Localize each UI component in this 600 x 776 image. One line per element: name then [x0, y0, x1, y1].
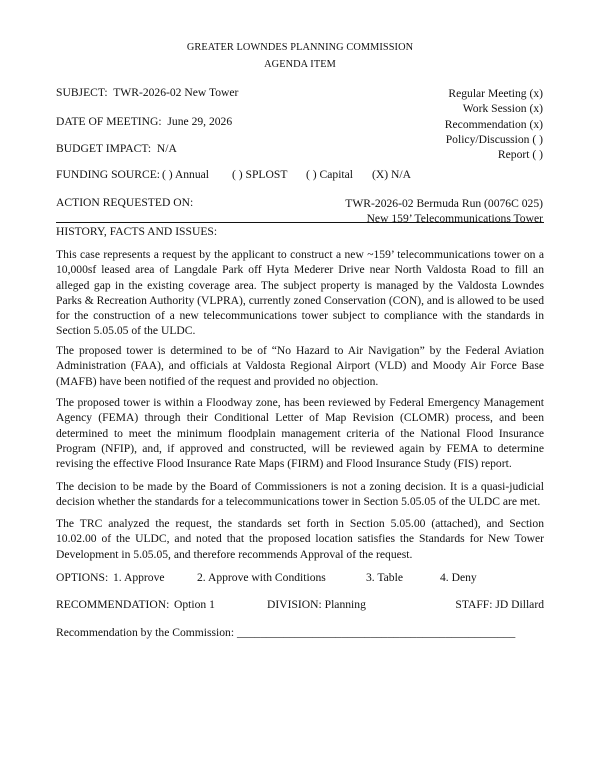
subject-value: TWR-2026-02 New Tower	[113, 86, 239, 99]
meeting-type-list	[445, 86, 543, 162]
recommendation-label: RECOMMENDATION:	[56, 598, 170, 611]
organization-name: GREATER LOWNDES PLANNING COMMISSION	[186, 42, 414, 53]
funding-capital: ( ) Capital	[306, 168, 354, 181]
staff-field: STAFF: JD Dillard	[455, 598, 544, 611]
action-description: New 159’ Telecommunications Tower	[366, 212, 543, 226]
recommendation-value: Option 1	[174, 598, 215, 611]
funding-source-line	[56, 168, 544, 184]
history-heading: HISTORY, FACTS AND ISSUES:	[56, 225, 218, 238]
paragraph-faa-review: The proposed tower is determined to be of “No Hazard to Air Navigation” by the Federal Aviation Administration (FAA), and officials at Valdosta Regional Airport (VLD) and Moody Air Force Base (MAFB) have been notified of the request and provided no objection.	[56, 344, 544, 388]
option-approve-with-conditions: 2. Approve with Conditions	[197, 571, 326, 584]
meeting-date-value: June 29, 2026	[167, 115, 233, 128]
budget-impact-label: BUDGET IMPACT:	[56, 142, 152, 155]
paragraph-decision: The decision to be made by the Board of Commissioners is not a zoning decision. It is a quasi-judicial decision whether the standards for a telecommunications tower in Section 5.05.05 of the ULDC are met.	[56, 480, 544, 509]
action-case-number: TWR-2026-02 Bermuda Run (0076C 025)	[345, 197, 543, 210]
budget-impact-value: N/A	[156, 142, 177, 155]
recommendation-line	[56, 598, 544, 614]
meeting-type-policy: Policy/Discussion ( )	[445, 132, 543, 146]
section-divider	[56, 222, 544, 223]
paragraph-trc-analysis: The TRC analyzed the request, the standards set forth in Section 5.05.00 (attached), and Section 10.02.00 of the ULDC, and noted that the proposed location satisfies the Standards for New Tower Development in 5.05.05, and therefore recommends Approval of the request.	[56, 517, 544, 561]
meeting-type-work-session: Work Session (x)	[462, 102, 543, 116]
option-approve: 1. Approve	[113, 571, 165, 584]
subject-line	[56, 86, 238, 99]
meeting-type-recommendation: Recommendation (x)	[444, 117, 543, 131]
options-line	[56, 571, 544, 587]
budget-impact-line	[56, 142, 177, 155]
meeting-type-report: Report ( )	[497, 148, 543, 162]
paragraph-fema-review: The proposed tower is within a Floodway zone, has been reviewed by Federal Emergency Management Agency (FEMA) through their Conditional Letter of Map Revision (CLOMR) process, and been determined to meet the minimum floodplain management criteria of the National Flood Insurance Program (NFIP), and, if approved and constructed, will be reviewed again by FEMA to determine revising the effective Flood Insurance Rate Maps (FIRM) and Flood Insurance Study (FIS) report.	[56, 396, 544, 471]
funding-source-label: FUNDING SOURCE:	[56, 168, 161, 181]
action-requested-label: ACTION REQUESTED ON:	[56, 196, 194, 209]
funding-annual: ( ) Annual	[162, 168, 210, 181]
meeting-type-regular: Regular Meeting (x)	[448, 87, 543, 100]
meeting-date-line	[56, 115, 232, 128]
funding-splost: ( ) SPLOST	[232, 168, 288, 181]
document-type: AGENDA ITEM	[264, 59, 336, 70]
paragraph-case-request: This case represents a request by the applicant to construct a new ~159’ telecommunications tower on a 10,000sf leased area of Langdale Park off Hyta Mederer Drive near North Valdosta Road to fill an alleged gap in the existing coverage area. The subject property is managed by the Valdosta Lowndes Parks & Recreation Authority (VLPRA), currently zoned Conservation (CON), and is allowed to be used for the construction of a new telecommunications tower subject to compliance with the standards in Section 5.05.05 of the ULDC.	[56, 248, 544, 338]
option-deny: 4. Deny	[440, 571, 477, 584]
division-field: DIVISION: Planning	[267, 598, 366, 611]
option-table: 3. Table	[366, 571, 403, 584]
commission-recommendation-label: Recommendation by the Commission:	[56, 626, 235, 639]
commission-recommendation-line	[56, 626, 515, 639]
meeting-date-label: DATE OF MEETING:	[56, 115, 162, 128]
subject-label: SUBJECT:	[56, 86, 108, 99]
commission-recommendation-blank: ________________________________________________	[237, 626, 516, 639]
funding-na: (X) N/A	[372, 168, 411, 181]
options-label: OPTIONS:	[56, 571, 109, 584]
